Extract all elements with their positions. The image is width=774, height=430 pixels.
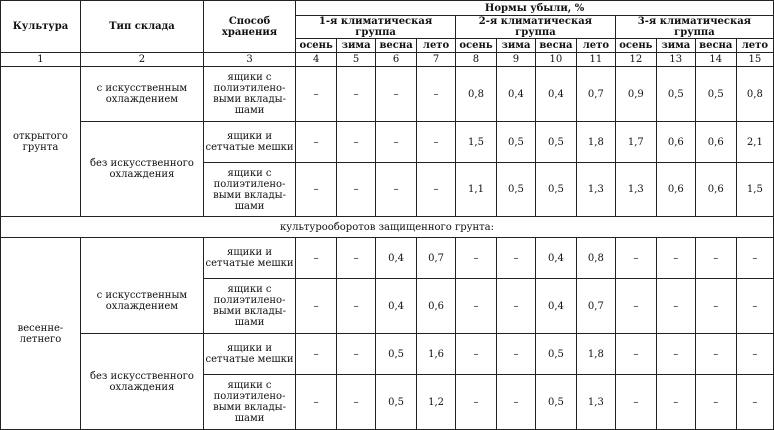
value-cell: – — [615, 238, 656, 279]
header-season: зима — [656, 39, 695, 53]
header-crop: Культура — [1, 1, 81, 53]
column-number: 11 — [576, 53, 615, 67]
value-cell: – — [337, 122, 376, 163]
column-number: 14 — [695, 53, 736, 67]
value-cell: – — [496, 334, 535, 375]
value-cell: 0,5 — [695, 67, 736, 122]
value-cell: 1,3 — [615, 163, 656, 217]
value-cell: – — [656, 238, 695, 279]
storage-type-cell: без искусственного охлаждения — [80, 122, 203, 217]
header-storage-method: Способ хранения — [203, 1, 295, 53]
value-cell: – — [736, 375, 773, 430]
storage-method-cell: ящики и сетчатые мешки — [203, 122, 295, 163]
value-cell: 0,6 — [417, 279, 456, 334]
value-cell: 0,9 — [615, 67, 656, 122]
value-cell: 0,5 — [376, 334, 417, 375]
value-cell: 0,5 — [656, 67, 695, 122]
value-cell: – — [695, 375, 736, 430]
column-number: 13 — [656, 53, 695, 67]
storage-method-cell: ящики с полиэтилено-выми вклады-шами — [203, 375, 295, 430]
value-cell: 1,6 — [417, 334, 456, 375]
value-cell: – — [417, 163, 456, 217]
value-cell: – — [337, 163, 376, 217]
value-cell: 1,8 — [576, 122, 615, 163]
value-cell: – — [496, 375, 535, 430]
value-cell: 0,4 — [376, 279, 417, 334]
value-cell: 1,5 — [736, 163, 773, 217]
value-cell: – — [695, 334, 736, 375]
value-cell: – — [615, 375, 656, 430]
header-storage-type: Тип склада — [80, 1, 203, 53]
value-cell: – — [296, 279, 337, 334]
value-cell: 0,4 — [535, 67, 576, 122]
header-season: осень — [296, 39, 337, 53]
storage-type-cell: с искусственным охлаждением — [80, 67, 203, 122]
value-cell: – — [296, 375, 337, 430]
value-cell: – — [615, 334, 656, 375]
value-cell: – — [296, 67, 337, 122]
header-season: лето — [417, 39, 456, 53]
value-cell: 0,8 — [456, 67, 497, 122]
storage-method-cell: ящики и сетчатые мешки — [203, 334, 295, 375]
storage-method-cell: ящики с полиэтилено-выми вклады-шами — [203, 67, 295, 122]
value-cell: – — [296, 238, 337, 279]
value-cell: – — [456, 334, 497, 375]
value-cell: – — [417, 67, 456, 122]
column-number: 7 — [417, 53, 456, 67]
storage-type-cell: с искусственным охлаждением — [80, 238, 203, 334]
header-season: лето — [736, 39, 773, 53]
column-number: 3 — [203, 53, 295, 67]
value-cell: – — [296, 334, 337, 375]
column-number: 8 — [456, 53, 497, 67]
value-cell: 1,3 — [576, 163, 615, 217]
header-season: осень — [615, 39, 656, 53]
header-season: весна — [376, 39, 417, 53]
value-cell: – — [337, 67, 376, 122]
table-row — [1, 334, 774, 375]
value-cell: 0,8 — [736, 67, 773, 122]
header-season: зима — [496, 39, 535, 53]
table-row — [1, 122, 774, 163]
value-cell: 0,6 — [656, 163, 695, 217]
column-number: 5 — [337, 53, 376, 67]
value-cell: – — [736, 334, 773, 375]
value-cell: 1,2 — [417, 375, 456, 430]
value-cell: – — [736, 279, 773, 334]
crop-cell: весенне-летнего — [1, 238, 81, 430]
value-cell: 0,6 — [695, 163, 736, 217]
value-cell: – — [456, 279, 497, 334]
column-number: 4 — [296, 53, 337, 67]
header-season: весна — [535, 39, 576, 53]
column-number: 2 — [80, 53, 203, 67]
header-season: весна — [695, 39, 736, 53]
value-cell: – — [456, 238, 497, 279]
storage-type-cell: без искусственного охлаждения — [80, 334, 203, 430]
header-season: лето — [576, 39, 615, 53]
column-number: 12 — [615, 53, 656, 67]
value-cell: 2,1 — [736, 122, 773, 163]
header-norms: Нормы убыли, % — [296, 1, 774, 16]
value-cell: 0,5 — [535, 122, 576, 163]
column-number: 9 — [496, 53, 535, 67]
value-cell: 0,5 — [496, 122, 535, 163]
value-cell: – — [695, 279, 736, 334]
value-cell: 0,5 — [535, 334, 576, 375]
value-cell: – — [496, 238, 535, 279]
value-cell: – — [656, 279, 695, 334]
value-cell: – — [615, 279, 656, 334]
value-cell: 0,4 — [496, 67, 535, 122]
value-cell: 0,6 — [695, 122, 736, 163]
value-cell: 0,4 — [535, 238, 576, 279]
value-cell: – — [456, 375, 497, 430]
value-cell: 0,7 — [417, 238, 456, 279]
value-cell: 0,5 — [496, 163, 535, 217]
value-cell: – — [376, 122, 417, 163]
value-cell: 0,4 — [535, 279, 576, 334]
storage-method-cell: ящики с полиэтилено-выми вклады-шами — [203, 279, 295, 334]
value-cell: 0,7 — [576, 279, 615, 334]
value-cell: 0,4 — [376, 238, 417, 279]
table-row — [1, 238, 774, 279]
header-group-1: 1-я климатическая группа — [296, 16, 456, 39]
value-cell: – — [376, 67, 417, 122]
storage-method-cell: ящики с полиэтилено-выми вклады-шами — [203, 163, 295, 217]
value-cell: – — [337, 375, 376, 430]
value-cell: – — [337, 334, 376, 375]
value-cell: 0,7 — [576, 67, 615, 122]
value-cell: – — [296, 163, 337, 217]
value-cell: – — [337, 238, 376, 279]
value-cell: 0,6 — [656, 122, 695, 163]
value-cell: – — [496, 279, 535, 334]
header-season: зима — [337, 39, 376, 53]
header-group-2: 2-я климатическая группа — [456, 16, 616, 39]
value-cell: 0,8 — [576, 238, 615, 279]
table-row — [1, 67, 774, 122]
section-heading: культурооборотов защищенного грунта: — [1, 217, 774, 238]
value-cell: – — [695, 238, 736, 279]
header-season: осень — [456, 39, 497, 53]
value-cell: 1,5 — [456, 122, 497, 163]
value-cell: 0,5 — [376, 375, 417, 430]
value-cell: – — [736, 238, 773, 279]
value-cell: – — [417, 122, 456, 163]
storage-method-cell: ящики и сетчатые мешки — [203, 238, 295, 279]
value-cell: 1,7 — [615, 122, 656, 163]
column-number: 6 — [376, 53, 417, 67]
column-number: 15 — [736, 53, 773, 67]
header-group-3: 3-я климатическая группа — [615, 16, 773, 39]
value-cell: 1,3 — [576, 375, 615, 430]
column-number: 10 — [535, 53, 576, 67]
value-cell: – — [337, 279, 376, 334]
value-cell: – — [376, 163, 417, 217]
column-number: 1 — [1, 53, 81, 67]
value-cell: – — [296, 122, 337, 163]
value-cell: 1,8 — [576, 334, 615, 375]
value-cell: – — [656, 375, 695, 430]
value-cell: – — [656, 334, 695, 375]
value-cell: 1,1 — [456, 163, 497, 217]
value-cell: 0,5 — [535, 375, 576, 430]
value-cell: 0,5 — [535, 163, 576, 217]
crop-cell: открытого грунта — [1, 67, 81, 217]
